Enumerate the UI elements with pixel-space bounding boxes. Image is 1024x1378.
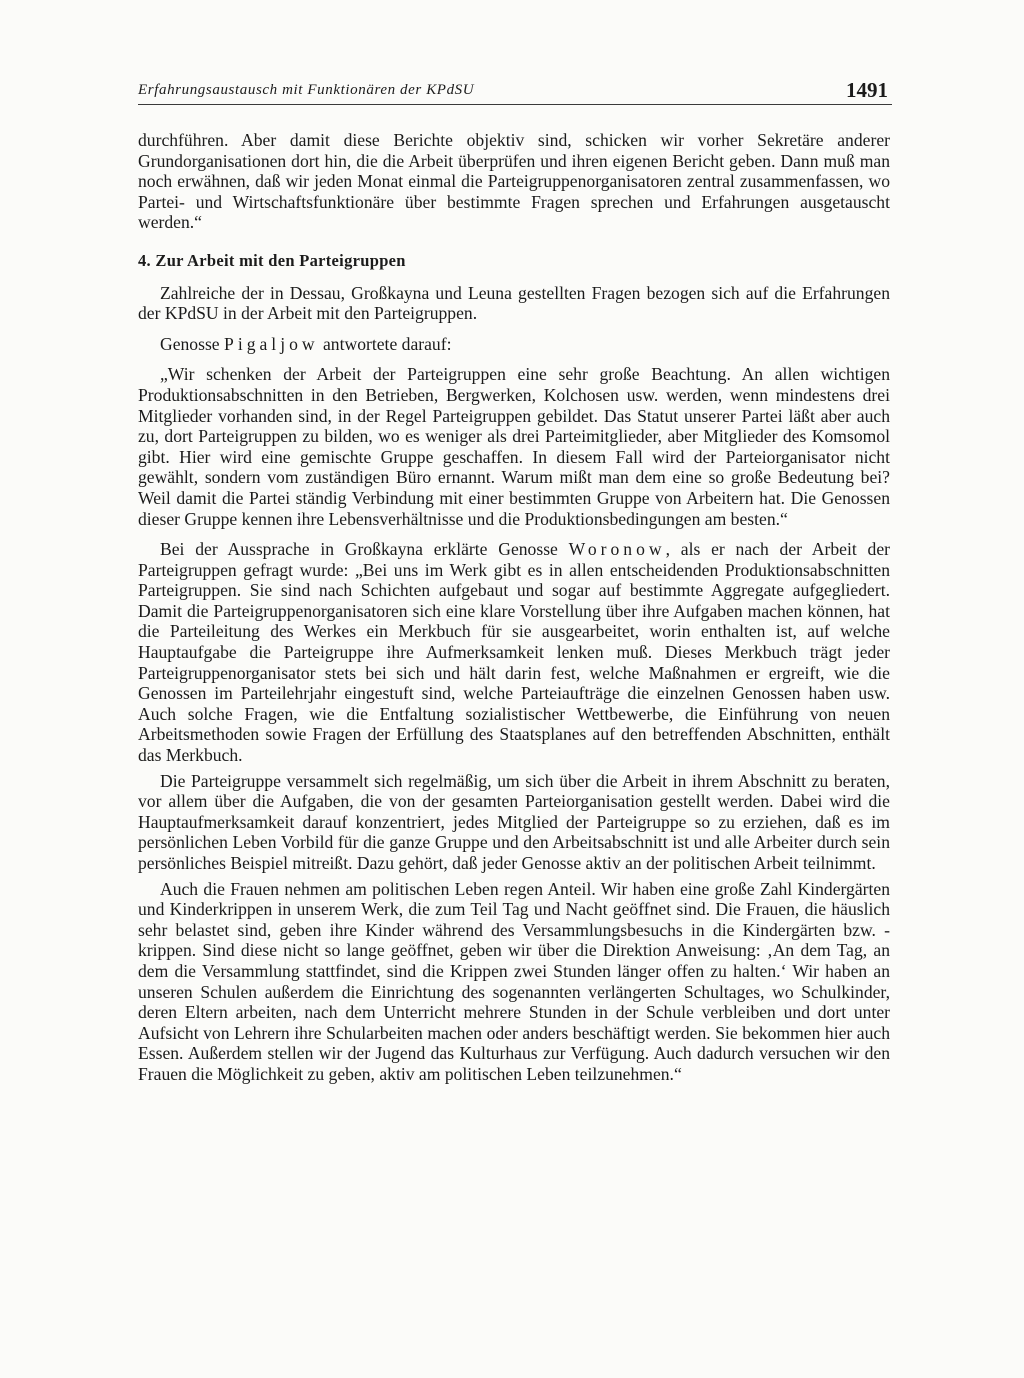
- section-heading: 4. Zur Arbeit mit den Parteigruppen: [138, 250, 406, 270]
- paragraph-continuation: durchführen. Aber damit diese Berichte objektiv sind, schicken wir vorher Sekretäre anderer Grundorganisationen dort hin, die die Arbeit überprüfen und ihren eigenen Bericht geben. Dann muß man noch erwähnen, daß wir jeden Monat einmal die Parteigruppenorganisatoren zentral zusammenfassen, wo Partei- und Wirtschaftsfunktionäre über bestimmte Fragen sprechen und Erfahrungen ausgetauscht werden.“: [138, 130, 890, 233]
- header-rule: [138, 104, 892, 105]
- speaker-intro: Genosse: [160, 333, 220, 354]
- paragraph-intro: Zahlreiche der in Dessau, Großkayna und Leuna gestellten Fragen bezogen sich auf die Erfahrungen der KPdSU in der Arbeit mit den Parteigruppen.: [138, 282, 890, 324]
- quote-pigaljow: „Wir schenken der Arbeit der Parteigruppen eine sehr große Beachtung. An allen wichtigen Produktionsabschnitten in den Betrieben, Bergwerken, Kolchosen usw. werden, wenn mindestens drei Mitglieder vorhanden sind, in der Regel Parteigruppen gebildet. Das Statut unserer Partei läßt aber auch zu, dort Parteigruppen zu bilden, wo es weniger als drei Parteimitglieder, aber Mitglieder des Komsomol gibt. Hier wird eine gemischte Gruppe geschaffen. In diesem Fall wird der Parteiorganisator nicht gewählt, sondern vom zuständigen Büro ernannt. Warum mißt man dem eine so große Bedeutung bei? Weil damit die Partei ständig Verbindung mit einer bestimmten Gruppe von Arbeitern hat. Die Genossen dieser Gruppe kennen ihre Lebensverhältnisse und die Produktionsbedingungen am besten.“: [138, 364, 890, 529]
- running-title: Erfahrungsaustausch mit Funktionären der KPdSU: [138, 82, 475, 98]
- page-number: 1491: [846, 78, 888, 102]
- woronow-quote: , als er nach der Arbeit der Parteigruppen gefragt wurde: „Bei uns im Werk gibt es in allen entscheidenden Produktionsabschnitten Parteigruppen. Sie sind nach Schichten aufgebaut und sogar auf bestimmte Aggregate aufgegliedert. Damit die Parteigruppenorganisatoren sich eine klare Vorstellung über ihre Aufgaben machen können, hat die Parteileitung des Werkes ein Merkbuch für sie ausgearbeitet, worin enthalten ist, auf welche Hauptaufgabe die Parteigruppe ihre Aufmerksamkeit lenken muß. Dieses Merkbuch trägt jeder Parteigruppenorganisator stets bei sich und hält darin fest, welche Maßnahmen er ergreift, wie die Genossen im Parteilehrjahr eingestuft sind, welche Parteiaufträge die einzelnen Genossen haben usw. Auch solche Fragen, wie die Entfaltung sozialistischer Wettbewerbe, die Einführung von neuen Arbeitsmethoden sowie Fragen der Erfüllung des Staatsplanes auf den betreffenden Abschnitten, enthält das Merkbuch.: [138, 539, 890, 766]
- woronow-intro: Bei der Aussprache in Großkayna erklärte Genosse: [160, 539, 558, 560]
- paragraph-parteigruppe: Die Parteigruppe versammelt sich regelmäßig, um sich über die Arbeit in ihrem Abschnitt zu beraten, vor allem über die Aufgaben, die von der gesamten Parteiorganisation gestellt werden. Dabei wird die Hauptaufmerksamkeit darauf konzentriert, jedes Mitglied der Parteigruppe so zu erziehen, daß es im persönlichen Leben Vorbild für die ganze Gruppe und den Arbeitsabschnitt ist und alle Arbeiter durch sein persönliches Beispiel mitreißt. Dazu gehört, daß jeder Genosse aktiv an der politischen Arbeit teilnimmt.: [138, 770, 890, 873]
- speaker-name-pigaljow: Pigaljow: [224, 333, 319, 354]
- paragraph-speaker-pigaljow: [138, 334, 890, 355]
- body-text: [138, 130, 890, 1085]
- paragraph-frauen: Auch die Frauen nehmen am politischen Leben regen Anteil. Wir haben eine große Zahl Kindergärten und Kinderkrippen in unserem Werk, die zum Teil Tag und Nacht geöffnet sind. Die Frauen, die häuslich sehr belastet sind, geben ihre Kinder während des Versammlungsbesuchs in die Kindergärten bzw. -krippen. Sind diese nicht so lange geöffnet, geben wir über die Direktion Anweisung: ‚An dem Tag, an dem die Versammlung stattfindet, sind die Krippen zwei Stunden länger offen zu halten.‘ Wir haben an unseren Schulen außerdem die Einrichtung des sogenannten verlängerten Schultages, wo Schulkinder, deren Eltern arbeiten, nach dem Unterricht mehrere Stunden in der Schule verbleiben und dort unter Aufsicht von Lehrern ihre Schularbeiten machen oder anders beschäftigt werden. Sie bekommen hier auch Essen. Außerdem stellen wir der Jugend das Kulturhaus zur Verfügung. Auch dadurch versuchen wir den Frauen die Möglichkeit zu geben, aktiv am politischen Leben teilzunehmen.“: [138, 878, 890, 1084]
- speaker-outro: antwortete darauf:: [323, 333, 452, 354]
- paragraph-woronow: [138, 539, 890, 766]
- speaker-name-woronow: Woronow: [568, 539, 666, 560]
